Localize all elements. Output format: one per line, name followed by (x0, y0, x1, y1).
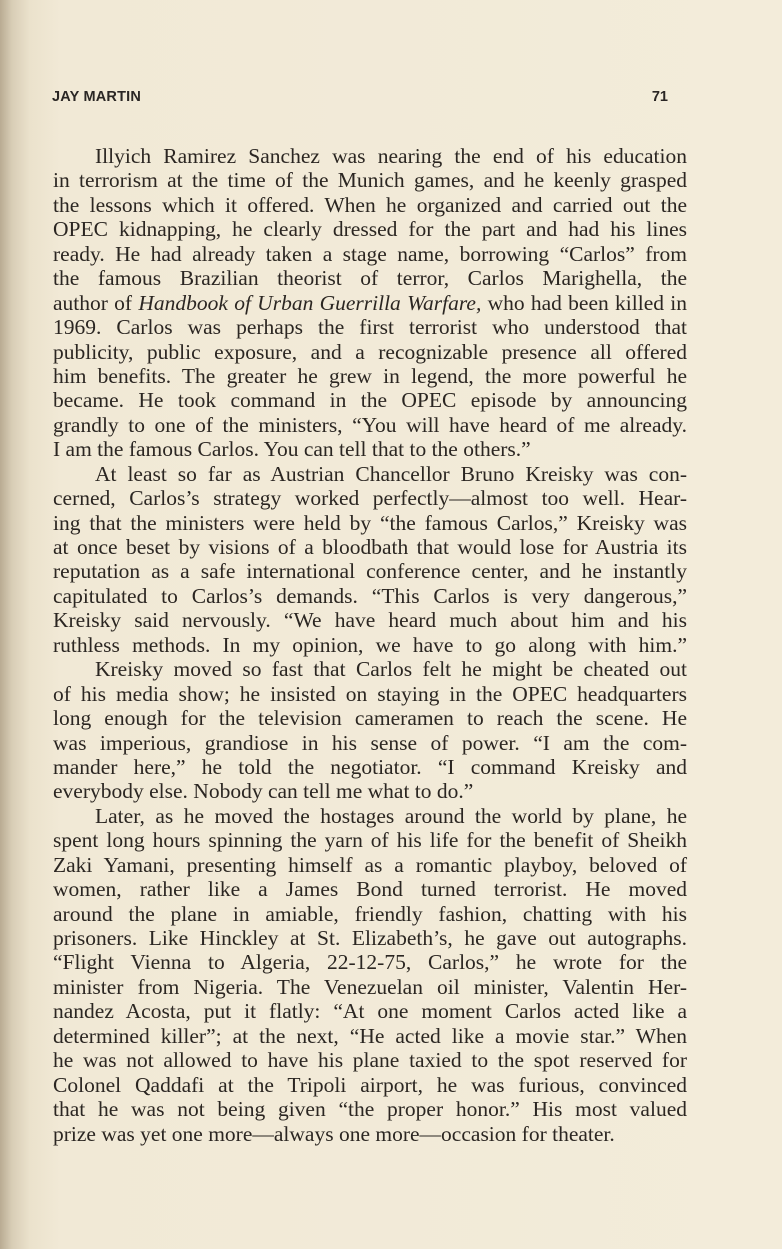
text-segment: OPEC kidnapping, he clearly dressed for the part and had his lines (53, 217, 687, 242)
text-segment: Zaki Yamani, presenting himself as a romantic playboy, beloved of (53, 852, 687, 877)
text-segment: author of (53, 290, 139, 315)
text-segment: prize was yet one more—always one more—occasion for theater. (53, 1121, 615, 1146)
text-segment: everybody else. Nobody can tell me what to do.” (53, 779, 474, 804)
text-line (53, 559, 687, 583)
text-segment: around the plane in amiable, friendly fashion, chatting with his (53, 901, 687, 926)
text-line (53, 144, 687, 168)
text-line (53, 999, 687, 1023)
text-segment: grandly to one of the ministers, “You will have heard of me already. (53, 412, 687, 437)
text-line (53, 1024, 687, 1048)
text-line (53, 657, 687, 681)
page-number: 71 (651, 89, 668, 105)
text-line (53, 364, 687, 388)
body-text (53, 144, 687, 1146)
text-line (53, 608, 687, 632)
text-line (53, 975, 687, 999)
text-line (53, 755, 687, 779)
text-line (53, 242, 687, 266)
text-segment: in terrorism at the time of the Munich games, and he keenly grasped (53, 168, 687, 193)
text-line (53, 511, 687, 535)
text-line (53, 877, 687, 901)
text-line (53, 535, 687, 559)
text-segment: Kreisky said nervously. “We have heard much about him and his (53, 608, 687, 633)
text-line (53, 168, 687, 192)
text-line (53, 584, 687, 608)
text-segment: mander here,” he told the negotiator. “I command Kreisky and (53, 754, 687, 779)
text-segment: 1969. Carlos was perhaps the first terrorist who understood that (53, 315, 687, 340)
text-segment: At least so far as Austrian Chancellor Bruno Kreisky was con- (95, 461, 687, 486)
text-line (53, 462, 687, 486)
text-segment: him benefits. The greater he grew in legend, the more powerful he (53, 363, 687, 388)
text-line (53, 1122, 687, 1146)
text-line (53, 315, 687, 339)
text-line (53, 1048, 687, 1072)
text-segment: ing that the ministers were held by “the famous Carlos,” Kreisky was (53, 510, 687, 535)
text-segment: Kreisky moved so fast that Carlos felt he might be cheated out (95, 657, 687, 682)
book-title: Handbook of Urban Guerrilla Warfare, (138, 290, 482, 315)
text-segment: long enough for the television cameramen to reach the scene. He (53, 706, 687, 731)
text-segment: Later, as he moved the hostages around the world by plane, he (95, 803, 687, 828)
text-line (53, 853, 687, 877)
text-segment: capitulated to Carlos’s demands. “This Carlos is very dangerous,” (53, 583, 687, 608)
text-segment: minister from Nigeria. The Venezuelan oil minister, Valentin Her- (53, 974, 687, 999)
text-line (53, 340, 687, 364)
text-segment: ready. He had already taken a stage name, borrowing “Carlos” from (53, 241, 687, 266)
text-segment: women, rather like a James Bond turned terrorist. He moved (53, 877, 687, 902)
text-line (53, 731, 687, 755)
text-segment: prisoners. Like Hinckley at St. Elizabeth’s, he gave out autographs. (53, 926, 687, 950)
text-segment: Colonel Qaddafi at the Tripoli airport, he was furious, convinced (53, 1072, 687, 1097)
text-segment: the lessons which it offered. When he organized and carried out the (53, 192, 687, 217)
text-segment: reputation as a safe international conference center, and he instantly (53, 559, 687, 584)
running-title: JAY MARTIN (52, 89, 142, 105)
text-segment: who had been killed in (481, 290, 687, 315)
text-segment: Illyich Ramirez Sanchez was nearing the end of his education (95, 144, 687, 168)
text-line (53, 926, 687, 950)
text-line (53, 706, 687, 730)
text-segment: that he was not being given “the proper honor.” His most valued (53, 1097, 687, 1122)
text-segment: ruthless methods. In my opinion, we have to go along with him.” (53, 632, 687, 657)
text-line (53, 486, 687, 510)
text-line (53, 682, 687, 706)
text-line (53, 828, 687, 852)
text-line (53, 217, 687, 241)
text-segment: he was not allowed to have his plane taxied to the spot reserved for (53, 1048, 687, 1073)
text-segment: at once beset by visions of a bloodbath that would lose for Austria its (53, 535, 687, 559)
text-segment: of his media show; he insisted on staying in the OPEC headquarters (53, 681, 687, 706)
text-segment: cerned, Carlos’s strategy worked perfectly—almost too well. Hear- (53, 486, 687, 511)
text-segment: the famous Brazilian theorist of terror, Carlos Marighella, the (53, 266, 687, 291)
text-segment: spent long hours spinning the yarn of his life for the benefit of Sheikh (53, 828, 687, 853)
text-segment: I am the famous Carlos. You can tell that to the others.” (53, 437, 531, 462)
text-line (53, 902, 687, 926)
text-line (53, 633, 687, 657)
text-segment: was imperious, grandiose in his sense of power. “I am the com- (53, 730, 687, 755)
text-line (53, 1097, 687, 1121)
running-header (52, 89, 668, 109)
text-segment: nandez Acosta, put it flatly: “At one moment Carlos acted like a (53, 999, 687, 1024)
text-segment: became. He took command in the OPEC episode by announcing (53, 388, 687, 413)
text-line (53, 413, 687, 437)
text-line (53, 950, 687, 974)
text-line (53, 804, 687, 828)
text-line (53, 388, 687, 412)
text-line (53, 779, 687, 803)
text-segment: “Flight Vienna to Algeria, 22-12-75, Carlos,” he wrote for the (53, 950, 687, 975)
text-line (53, 291, 687, 315)
text-line (53, 1073, 687, 1097)
text-segment: publicity, public exposure, and a recognizable presence all offered (53, 339, 687, 364)
text-line (53, 266, 687, 290)
text-line (53, 193, 687, 217)
text-segment: determined killer”; at the next, “He acted like a movie star.” When (53, 1023, 687, 1048)
text-line (53, 437, 687, 461)
